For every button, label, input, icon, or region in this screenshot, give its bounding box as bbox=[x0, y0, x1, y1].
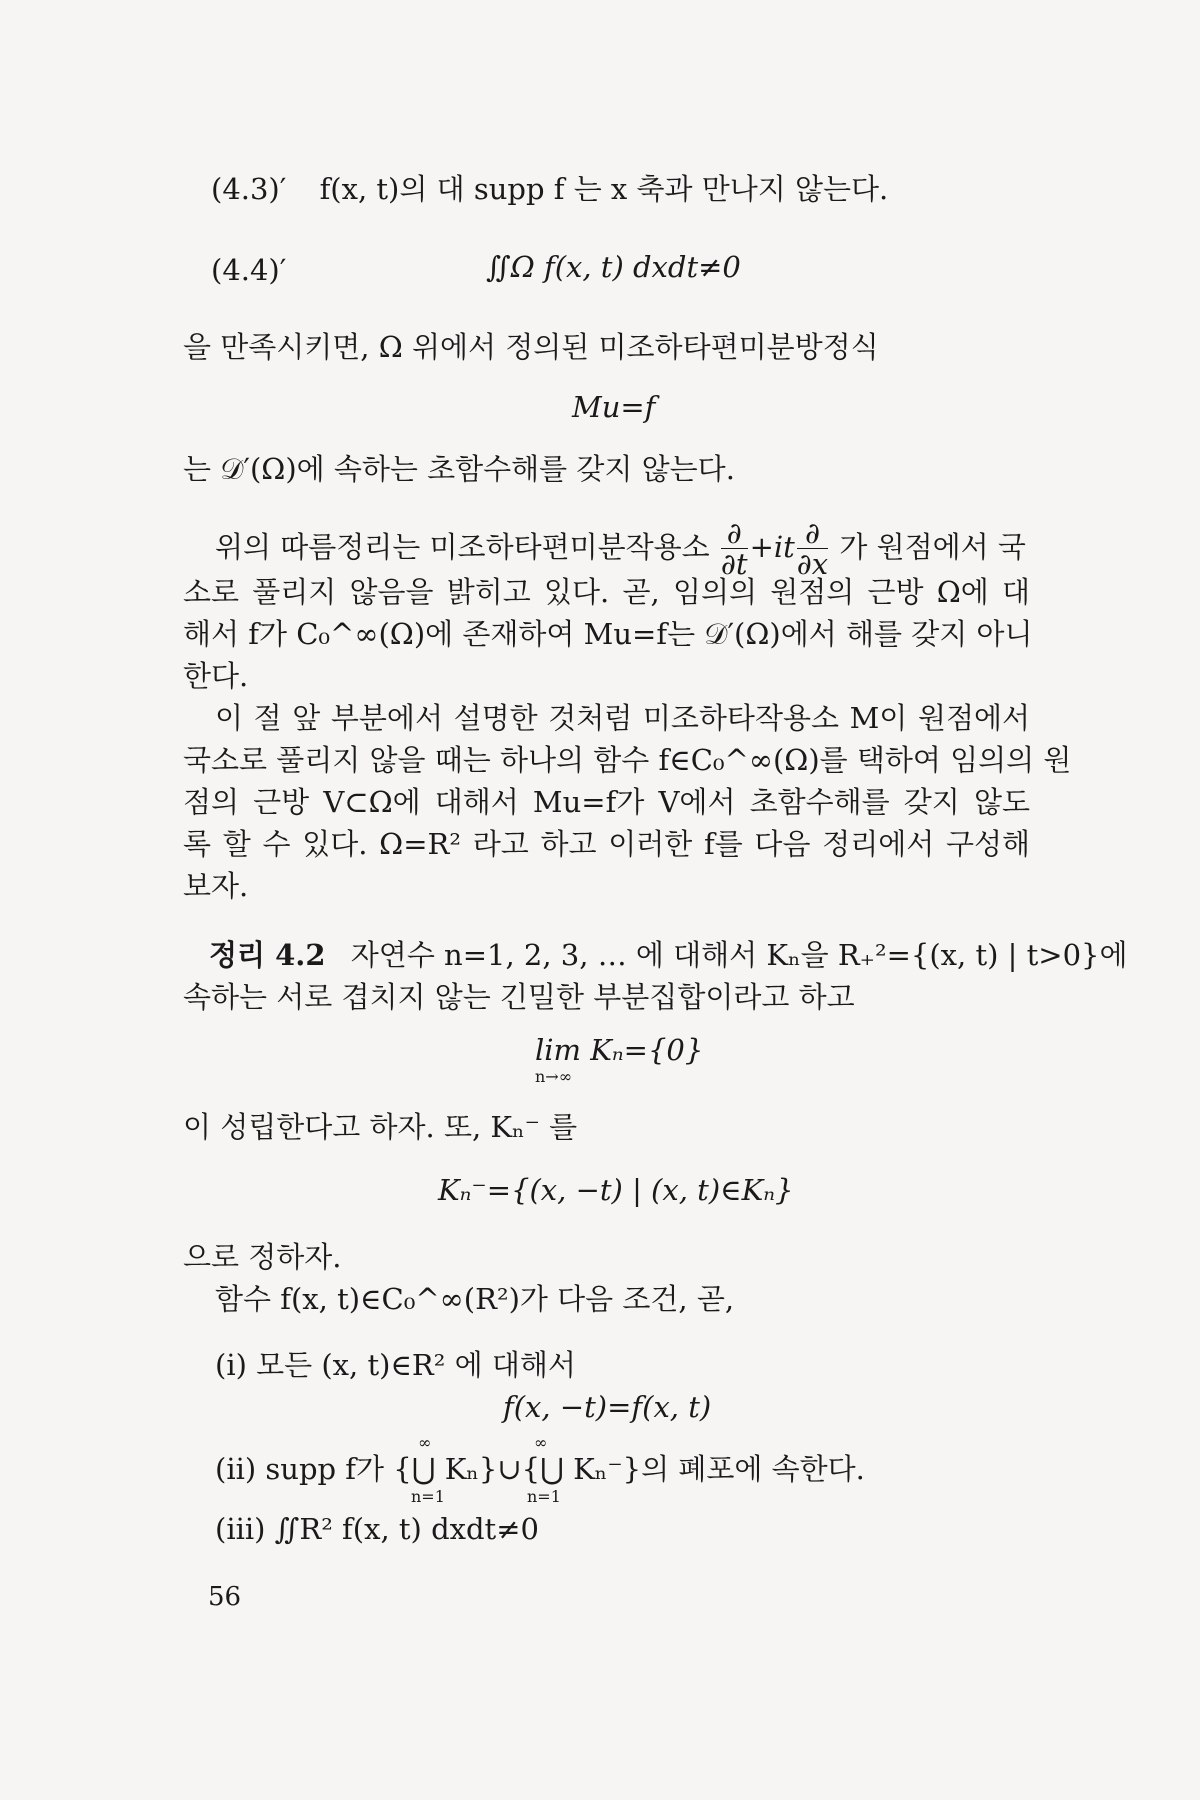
condition-i: (i) 모든 (x, t)∈R² 에 대해서 bbox=[215, 1348, 576, 1382]
theorem-line1 bbox=[209, 938, 1128, 973]
theorem-line4: 으로 정하자. bbox=[183, 1240, 342, 1274]
para3-line1: 이 절 앞 부분에서 설명한 것처럼 미조하타작용소 M이 원점에서 bbox=[215, 701, 1030, 735]
theorem-line3: 이 성립한다고 하자. 또, Kₙ⁻ 를 bbox=[183, 1110, 578, 1144]
para2-line3: 해서 f가 C₀^∞(Ω)에 존재하여 Mu=f는 𝒟′(Ω)에서 해를 갖지 아니 bbox=[183, 617, 1033, 651]
page-number: 56 bbox=[208, 1582, 242, 1612]
eq-4-4-formula: ∬Ω f(x, t) dxdt≠0 bbox=[486, 250, 741, 284]
para3-line5: 보자. bbox=[183, 869, 249, 903]
frac1-denominator: ∂t bbox=[720, 547, 748, 582]
kn-minus-formula: Kₙ⁻={(x, −t) | (x, t)∈Kₙ} bbox=[438, 1173, 794, 1207]
partial-x-fraction bbox=[797, 518, 828, 580]
eq-4-3 bbox=[211, 172, 888, 207]
para1-line1: 을 만족시키면, Ω 위에서 정의된 미조하타편미분방정식 bbox=[183, 330, 879, 364]
union2-superscript: ∞ bbox=[534, 1433, 548, 1452]
para2-line2: 소로 풀리지 않음을 밝히고 있다. 곧, 임의의 원점의 근방 Ω에 대 bbox=[183, 575, 1030, 609]
eq-4-3-label: (4.3)′ bbox=[211, 172, 287, 206]
theorem-line1-text: 자연수 n=1, 2, 3, … 에 대해서 Kₙ을 R₊²={(x, t) | t>0}에 bbox=[350, 938, 1128, 972]
para3-line3: 점의 근방 V⊂Ω에 대해서 Mu=f가 V에서 초함수해를 갖지 않도 bbox=[183, 785, 1030, 819]
para1-formula: Mu=f bbox=[572, 390, 656, 424]
union1-superscript: ∞ bbox=[418, 1433, 432, 1452]
eq-4-4-label: (4.4)′ bbox=[211, 253, 287, 287]
para3-line2: 국소로 풀리지 않을 때는 하나의 함수 f∈C₀^∞(Ω)를 택하여 임의의 원 bbox=[183, 743, 1072, 777]
frac2-denominator: ∂x bbox=[796, 547, 829, 582]
partial-t-fraction bbox=[721, 518, 748, 580]
para2-line1-a: 위의 따름정리는 미조하타편미분작용소 bbox=[215, 529, 710, 564]
theorem-line2: 속하는 서로 겹치지 않는 긴밀한 부분집합이라고 하고 bbox=[183, 980, 855, 1014]
condition-ii: (ii) supp f가 {⋃ Kₙ}∪{⋃ Kₙ⁻}의 폐포에 속한다. bbox=[215, 1452, 865, 1486]
union2-subscript: n=1 bbox=[527, 1487, 561, 1506]
para1-line2: 는 𝒟′(Ω)에 속하는 초함수해를 갖지 않는다. bbox=[183, 452, 735, 486]
para2-line1-b: 가 원점에서 국 bbox=[839, 529, 1026, 564]
para2-it: +it bbox=[749, 529, 795, 564]
eq-4-3-text: f(x, t)의 대 supp f 는 x 축과 만나지 않는다. bbox=[319, 172, 889, 206]
frac2-numerator: ∂ bbox=[797, 518, 828, 549]
para3-line4: 록 할 수 있다. Ω=R² 라고 하고 이러한 f를 다음 정리에서 구성해 bbox=[183, 827, 1030, 861]
condition-i-formula: f(x, −t)=f(x, t) bbox=[503, 1390, 712, 1424]
lim-formula: lim Kₙ={0} bbox=[535, 1033, 704, 1067]
theorem-line5: 함수 f(x, t)∈C₀^∞(R²)가 다음 조건, 곧, bbox=[215, 1282, 735, 1316]
theorem-label: 정리 4.2 bbox=[209, 938, 326, 972]
condition-iii: (iii) ∬R² f(x, t) dxdt≠0 bbox=[215, 1512, 539, 1546]
para2-line4: 한다. bbox=[183, 659, 249, 693]
para2-line1 bbox=[215, 518, 1026, 580]
lim-subscript: n→∞ bbox=[535, 1067, 573, 1086]
union1-subscript: n=1 bbox=[411, 1487, 445, 1506]
frac1-numerator: ∂ bbox=[721, 518, 748, 549]
